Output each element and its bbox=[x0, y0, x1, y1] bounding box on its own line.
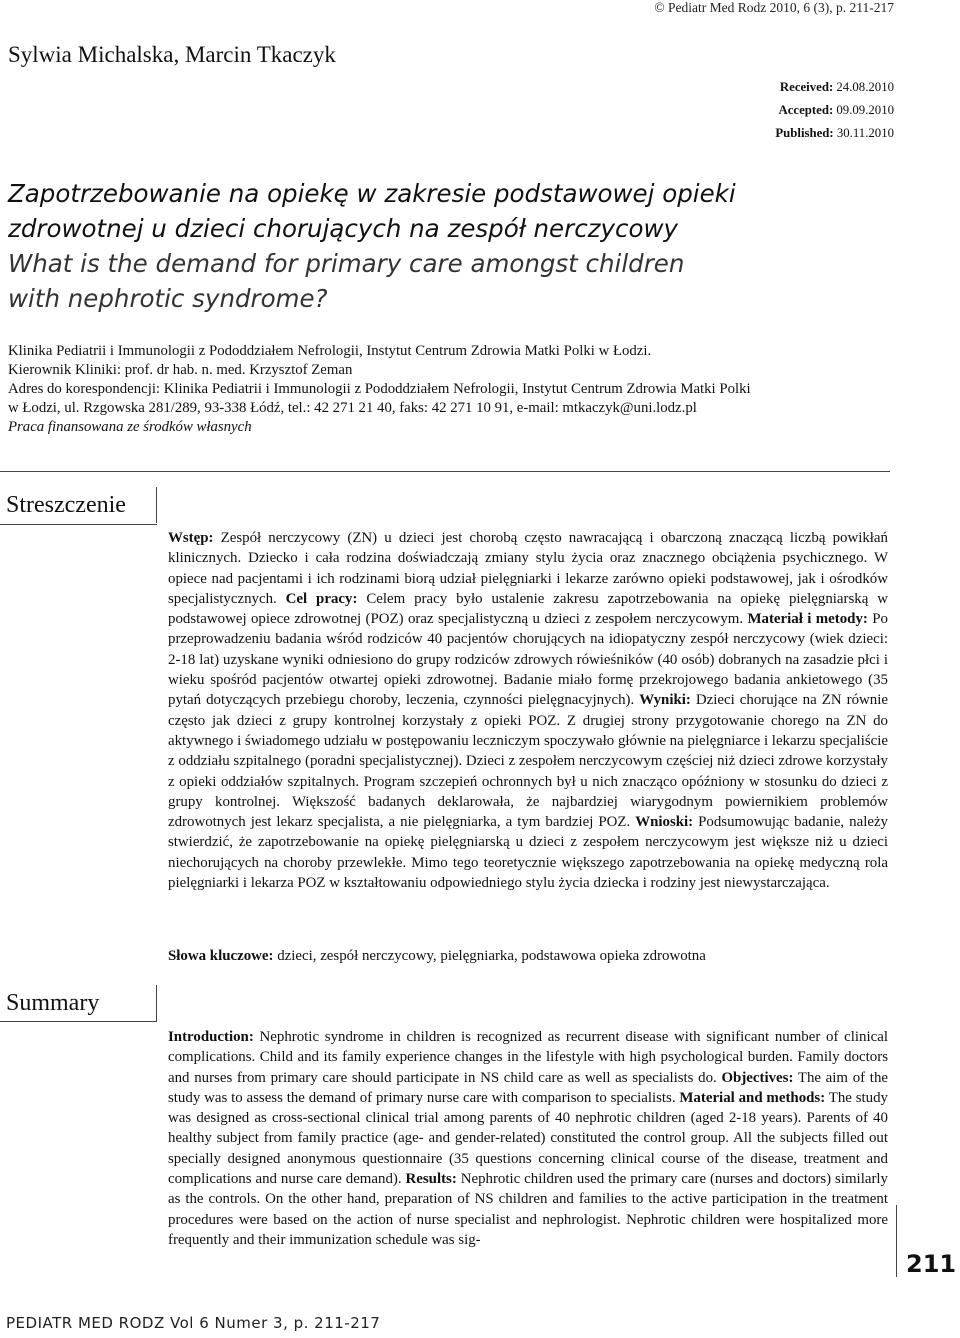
title-polish bbox=[8, 176, 908, 246]
title-polish-line-1: Zapotrzebowanie na opiekę w zakresie podstawowej opieki bbox=[8, 179, 736, 208]
title-english-line-1: What is the demand for primary care amongst children bbox=[8, 249, 685, 278]
objectives-label: Objectives: bbox=[721, 1069, 794, 1086]
summary-vertical-rule bbox=[156, 985, 157, 1021]
wnioski-text: Podsumowując badanie, należy stwierdzić, że zapotrzebowanie na opiekę pielęgniarską u dzieci z zespołem nerczycowym jest większe niż u dzieci niechorujących na choroby przewlekłe. Mimo tego teoretycznie większego zapotrzebowania na opiekę medyczną rola pielęgniarki i lekarza POZ w kształtowaniu odpowiedniego stylu życia dziecka i rodziny jest niewystarczająca. bbox=[168, 814, 889, 892]
material-label: Materiał i metody: bbox=[747, 611, 868, 628]
title-english bbox=[8, 246, 888, 316]
cel-label: Cel pracy: bbox=[285, 590, 358, 607]
wnioski-label: Wnioski: bbox=[635, 814, 694, 831]
results-text: Nephrotic children used the primary care (nurses and doctors) similarly as the controls. On the other hand, preparation of NS children and families to the active participation in the treatment procedures were based on the action of nurse specialist and nephrologist. Nephrotic children were hospitalized more frequently and their immunization schedule was sig- bbox=[168, 1171, 888, 1248]
summary-text bbox=[168, 1027, 888, 1250]
summary-horizontal-rule bbox=[0, 1021, 157, 1022]
wyniki-label: Wyniki: bbox=[639, 692, 691, 709]
correspondence-line-2: w Łodzi, ul. Rzgowska 281/289, 93-338 Łódź, tel.: 42 271 21 40, faks: 42 271 10 91, e-mail: mtkaczyk@uni.lodz.pl bbox=[8, 400, 697, 416]
title-polish-line-2: zdrowotnej u dzieci chorujących na zespół nerczycowy bbox=[8, 214, 679, 243]
affiliation-block bbox=[8, 342, 868, 437]
keywords bbox=[168, 946, 888, 966]
results-label: Results: bbox=[405, 1171, 457, 1188]
methods-text: The study was designed as cross-sectional clinical trial among parents of 40 nephrotic children (aged 2-18 years). Parents of 40 healthy subject from family practice (age- and gender-related) constituted the control group. All the subjects filled out specially designed anonymous questionnaire (35 questions concerning clinical course of the disease, treatment and complications and nurse care demand). bbox=[168, 1089, 888, 1188]
published-date bbox=[775, 122, 894, 145]
accepted-date bbox=[775, 99, 894, 122]
wstep-text: Zespół nerczycowy (ZN) u dzieci jest chorobą często nawracającą i obarczoną znaczącą liczbą powikłań klinicznych. Dziecko i cała rodzina doświadczają zmiany stylu życia oraz znacznego obciążenia psychicznego. W opiece nad pacjentami i ich rodzinami biorą udział pielęgniarki i lekarze zarówno opieki podstawowej, jak i ośrodków specjalistycznych. bbox=[168, 530, 888, 607]
institution: Klinika Pediatrii i Immunologii z Pododdziałem Nefrologii, Instytut Centrum Zdrowia Matki Polki w Łodzi. bbox=[8, 343, 652, 359]
wstep-label: Wstęp: bbox=[168, 530, 214, 546]
keywords-label: Słowa kluczowe: bbox=[168, 948, 274, 964]
received-date bbox=[775, 76, 894, 99]
department-head: Kierownik Kliniki: prof. dr hab. n. med. Krzysztof Zeman bbox=[8, 362, 353, 378]
accepted-label: Accepted: bbox=[778, 103, 834, 117]
material-text: Po przeprowadzeniu badania wśród rodziców 40 pacjentów chorujących na idiopatyczny zespół nerczycowy (wiek dzieci: 2-18 lat) uzyskane wyniki odniesiono do grupy rodziców zdrowych rówieśników (40 osób) dobranych na zasadzie płci i wieku spośród pacjentów otwartej opieki zdrowotnej. Badanie miało formę przekrojowego badania ankietowego (35 pytań dotyczących przebiegu choroby, leczenia, czynności pielęgnacyjnych). bbox=[168, 611, 888, 709]
streszczenie-heading: Streszczenie bbox=[6, 492, 126, 518]
page-number-rule bbox=[896, 1205, 897, 1277]
article-dates bbox=[775, 76, 894, 145]
streszczenie-vertical-rule bbox=[156, 487, 157, 523]
correspondence-line-1: Adres do korespondencji: Klinika Pediatrii i Immunologii z Pododdziałem Nefrologii, Instytut Centrum Zdrowia Matki Polki bbox=[8, 381, 751, 397]
funding-note: Praca finansowana ze środków własnych bbox=[8, 419, 252, 435]
accepted-value: 09.09.2010 bbox=[836, 103, 894, 117]
title-english-line-2: with nephrotic syndrome? bbox=[8, 284, 328, 313]
journal-footer: PEDIATR MED RODZ Vol 6 Numer 3, p. 211-217 bbox=[6, 1314, 381, 1332]
streszczenie-text bbox=[168, 528, 888, 893]
authors: Sylwia Michalska, Marcin Tkaczyk bbox=[8, 42, 336, 67]
cel-text: Celem pracy było ustalenie zakresu zapotrzebowania na opiekę pielęgniarską w podstawowej opiece zdrowotnej (POZ) oraz specjalistyczną u dzieci z zespołem nerczycowym. bbox=[168, 590, 889, 628]
published-value: 30.11.2010 bbox=[836, 126, 894, 140]
summary-heading: Summary bbox=[6, 990, 100, 1016]
published-label: Published: bbox=[775, 126, 834, 140]
introduction-text: Nephrotic syndrome in children is recognized as recurrent disease with significant number of clinical complications. Child and its family experience changes in the lifestyle with high psychological burden. Family doctors and nurses from primary care should participate in NS child care as well as specialists do. bbox=[168, 1029, 888, 1086]
wyniki-text: Dzieci chorujące na ZN równie często jak dzieci z grupy kontrolnej korzystały z opieki POZ. Z drugiej strony przygotowanie chorego na ZN do aktywnego i świadomego udziału w postępowaniu leczniczym spoczywało głównie na pielęgniarce i lekarzu specjaliście z oddziału szpitalnego (poradni specjalistycznej). Dzieci z zespołem nerczycowym częściej niż dzieci zdrowe korzystały z opieki oddziałów szpitalnych. Program szczepień ochronnych był u nich znacząco opóźniony w stosunku do dzieci z grupy kontrolnej. Większość badanych deklarowała, że najbardziej wiarygodnym powiernikiem problemów zdrowotnych jest lekarz specjalista, a nie pielęgniarka, a tym bardziej POZ. bbox=[168, 692, 888, 831]
streszczenie-horizontal-rule bbox=[0, 524, 157, 525]
methods-label: Material and methods: bbox=[679, 1089, 826, 1106]
introduction-label: Introduction: bbox=[168, 1029, 254, 1045]
keywords-text: dzieci, zespół nerczycowy, pielęgniarka, podstawowa opieka zdrowotna bbox=[273, 948, 706, 964]
page-number: 211 bbox=[906, 1250, 957, 1278]
received-value: 24.08.2010 bbox=[836, 80, 894, 94]
received-label: Received: bbox=[779, 80, 834, 94]
citation: © Pediatr Med Rodz 2010, 6 (3), p. 211-217 bbox=[654, 0, 894, 15]
objectives-text: The aim of the study was to assess the demand of primary nurse care with comparison to specialists. bbox=[168, 1069, 888, 1106]
section-divider bbox=[0, 471, 890, 472]
